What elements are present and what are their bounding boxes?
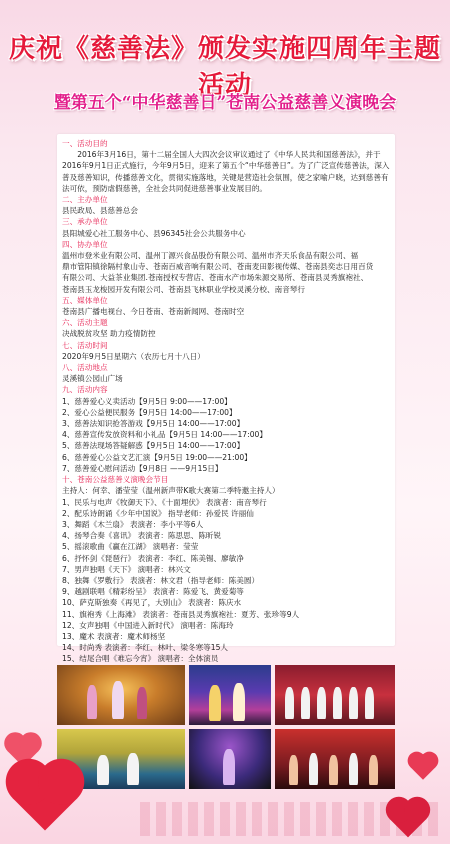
program-item: 10、萨克斯独奏《再见了，大别山》 表演者：陈庆水 — [62, 598, 242, 608]
section-heading-purpose: 一、活动目的 — [62, 139, 108, 148]
program-item: 9、越剧联唱《精彩纷呈》 表演者：陈爱飞、黄爱菊等 — [62, 587, 244, 597]
co-organizer-line: 苍南县玉龙梭园开发有限公司、苍南县飞林职业学校灵溪分校、南音琴行 — [62, 284, 305, 294]
activity-item: 7、慈善爱心慰问活动【9月8日 ——9月15日】 — [62, 463, 223, 473]
activity-item: 5、慈善法现场答疑解惑【9月5日 14:00——17:00】 — [62, 441, 245, 451]
program-item: 1、民乐与电声《牧御天下》、《十面埋伏》 表演者：南音琴行 — [62, 497, 267, 507]
program-item: 12、女声独唱《中国进入新时代》 演唱者：陈海玲 — [62, 620, 234, 630]
place-text: 灵溪镇公园山广场 — [62, 374, 123, 384]
activity-item: 6、慈善爱心公益文艺汇演【9月5日 19:00——21:00】 — [62, 452, 252, 462]
program-item: 2、配乐诗朗诵《少年中国说》 指导老师：孙爱民 许丽仙 — [62, 508, 254, 518]
section-heading-content: 九、活动内容 — [62, 385, 108, 395]
program-item: 7、男声独唱《天下》 演唱者：林兴文 — [62, 564, 191, 574]
program-item: 主持人：何幸、潘莹莹（温州新声带K歌大赛第二季特邀主持人） — [62, 486, 280, 496]
activity-item: 2、爱心公益便民服务【9月5日 14:00——17:00】 — [62, 407, 237, 417]
activity-item: 1、慈善爱心义卖活动【9月5日 9:00——17:00】 — [62, 396, 232, 406]
co-organizer-line: 温州市登米业有限公司、温州丁源兴食品股份有限公司、温州市齐天乐食品有限公司、福 — [62, 251, 359, 261]
stage-photo-3 — [275, 665, 395, 725]
purpose-text: 2016年3月16日，第十二届全国人大四次会议审议通过了《中华人民共和国慈善法》，并于2016年9月1日正式施行，今年9月5日，迎来了第五个“中华慈善日”。为了广泛宣传慈善法，深入普及慈善知识，传播慈善文化，贯彻实施落地，关键是营造社会氛围，使之家喻户晓，达到慈善有法可依，预防虐假慈善，全社会共同促进慈善事业发展目的。 — [62, 150, 390, 193]
theme-text: 决战脱贫攻坚 助力疫情防控 — [62, 329, 156, 339]
section-heading-theme: 六、活动主题 — [62, 318, 108, 328]
stage-photo-5 — [189, 729, 271, 789]
event-content — [62, 138, 396, 665]
poster-title: 庆祝《慈善法》颁发实施四周年主题活动 — [8, 34, 441, 101]
activity-item: 3、慈善法知识抢答游戏【9月5日 14:00——17:00】 — [62, 419, 245, 429]
program-item: 11、旗袍秀《上海滩》 表演者：苍南县灵秀旗袍社：夏芳、张珍等9人 — [62, 609, 300, 619]
program-item: 5、摇滚歌曲《赢在江湖》 演唱者：莹莹 — [62, 542, 199, 552]
stage-photo-6 — [275, 729, 395, 789]
co-organizer-line: 鼎市管阳镇徐隔村象山寺、苍南百威音响有限公司、苍南麦田影视传媒、苍南县奕志日用百货 — [62, 262, 374, 272]
program-item: 3、舞蹈《木兰扇》 表演者：李小平等6人 — [62, 519, 204, 529]
organizer-text: 县阳城爱心社工服务中心、县96345社会公共服务中心 — [62, 228, 246, 238]
program-item: 4、扬琴合奏《喜讯》 表演者：陈思思、陈昕锐 — [62, 531, 222, 541]
co-organizer-line: 有限公司、大益茶业集团.苍南授权专营店、苍南水产市场朱源交易所、苍南县灵秀旗袍社、 — [62, 273, 369, 283]
time-text: 2020年9月5日星期六（农历七月十八日） — [62, 351, 205, 361]
activity-item: 4、慈善宣传发放资料和小礼品【9月5日 14:00——17:00】 — [62, 430, 267, 440]
poster-subtitle: 暨第五个“中华慈善日”苍南公益慈善义演晚会 — [53, 93, 397, 113]
stage-photo-2 — [189, 665, 271, 725]
section-heading-media: 五、媒体单位 — [62, 295, 108, 305]
program-item: 14、时尚秀 表演者：李红、林叶、梁冬寒等15人 — [62, 643, 229, 653]
host-text: 县民政局、县慈善总会 — [62, 206, 138, 216]
stage-photo-1 — [57, 665, 185, 725]
program-item: 13、魔术 表演者：魔术师杨坚 — [62, 631, 166, 641]
photo-collage — [57, 665, 395, 789]
program-item: 6、抒怀剑《琵琶行》 表演者：李红、陈美锡、廖敏净 — [62, 553, 244, 563]
program-item: 15、结尾合唱《难忘今宵》 演唱者：全体演员 — [62, 654, 219, 664]
section-heading-program: 十、苍南公益慈善义演晚会节目 — [62, 475, 169, 485]
program-item: 8、独舞《罗敷行》 表演者：林文君（指导老师：陈美圆） — [62, 575, 260, 585]
section-heading-place: 八、活动地点 — [62, 363, 108, 373]
section-heading-organizer: 三、承办单位 — [62, 217, 108, 227]
section-heading-time: 七、活动时间 — [62, 340, 108, 350]
media-text: 苍南县广播电视台、今日苍南、苍南新闻网、苍南时空 — [62, 307, 245, 317]
section-heading-host: 二、主办单位 — [62, 195, 108, 205]
section-heading-co-organizer: 四、协办单位 — [62, 239, 108, 249]
